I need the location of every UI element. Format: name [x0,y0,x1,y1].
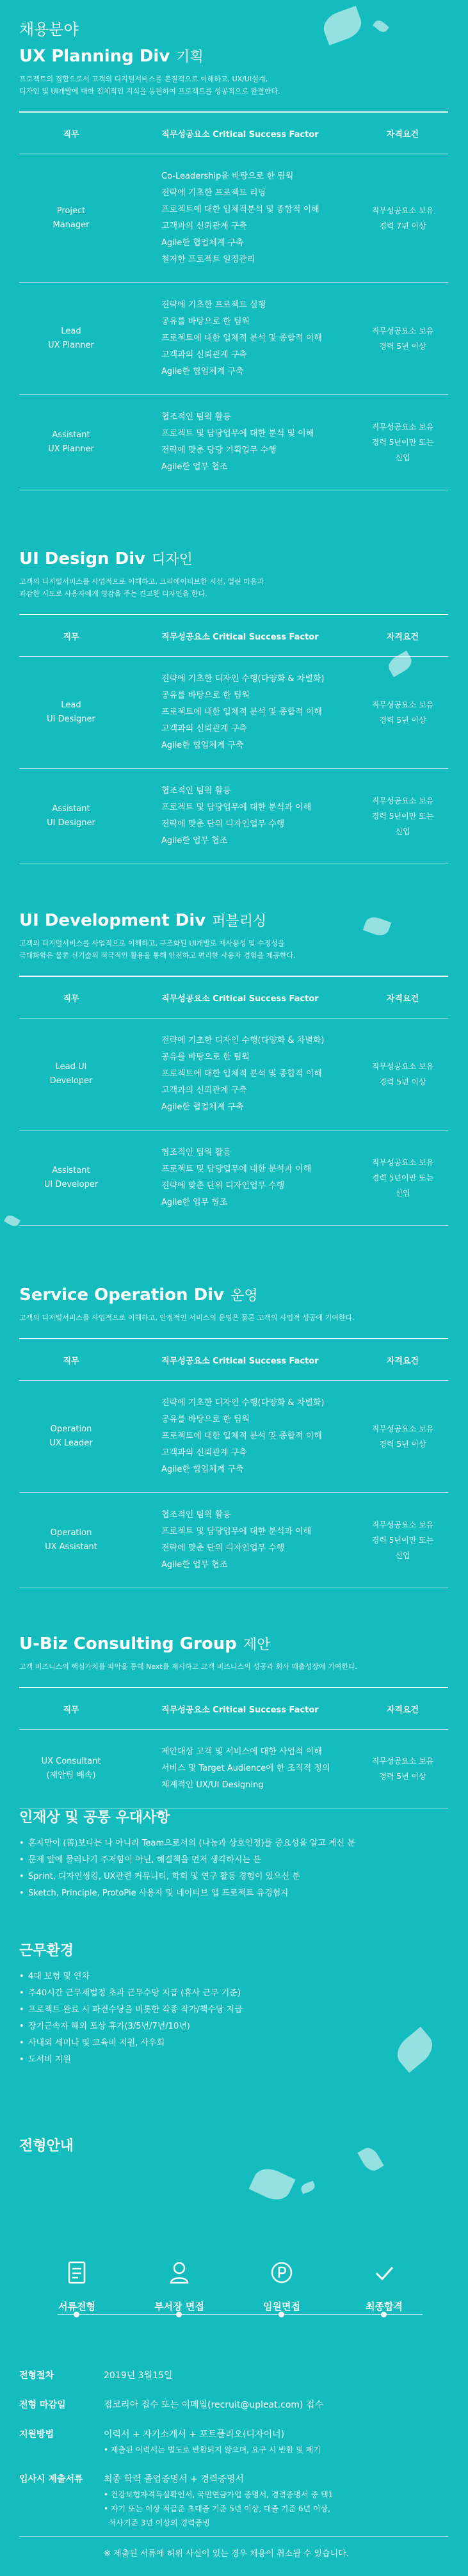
req-cell: 직무성공요소 보유 경력 5년이만 또는 신입 [357,1493,448,1588]
section-desc [19,73,448,97]
page-tag: 채용분야 [19,20,79,38]
req-cell: 직무성공요소 보유 경력 5년이만 또는 신입 [357,1131,448,1226]
role-cell: Assistant UI Designer [19,769,123,864]
csf-cell: 협조적인 팀웍 활동 프로젝트 및 담당업무에 대한 분석 및 이해 전략에 맞춘 당당 기획업무 수행 Agile한 업무 협조 [123,395,357,490]
section-title [19,1632,448,1657]
desc-line: 고객 비즈니스의 핵심가치를 파악을 통해 Next를 제시하고 고객 비즈니스의 성공과 회사 매출성장에 기여한다. [19,1662,357,1671]
job-table [19,614,448,864]
csf-cell: 전략에 기초한 디자인 수행(다양화 & 차별화) 공유를 바탕으로 한 팀웍 프로젝트에 대한 입체적 분석 및 종합적 이해 고객과의 신뢰관계 구축 Agile한 협업체계 구축 [123,1018,357,1131]
list-item: • 도서비 지원 [19,2052,448,2068]
role-cell: Operation UX Leader [19,1381,123,1493]
section-ubiz-consulting [19,1632,448,1808]
talent-section [19,1807,448,1902]
footnote-text: ※ 제출된 서류에 허위 사실이 있는 경우 채용이 취소될 수 있습니다. [104,2549,349,2559]
col-req: 자격요건 [357,1339,448,1381]
job-table [19,1338,448,1588]
req-cell: 직무성공요소 보유 경력 5년이만 또는 신입 [357,769,448,864]
step-document-screening [29,2260,125,2313]
desc-line: 극대화함은 물론 신기술의 적극적인 활용을 통해 안전하고 편리한 사용자 경험을 제공한다. [19,951,296,960]
list-item: • 문제 앞에 물러나기 주저함이 아닌, 해결책을 먼저 생각하시는 분 [19,1852,448,1869]
process-section [19,2135,448,2155]
table-row [19,1381,448,1493]
req-cell: 직무성공요소 보유 경력 5년 이상 [357,1730,448,1808]
environment-list [19,1968,448,2068]
req-cell: 직무성공요소 보유 경력 5년 이상 [357,657,448,769]
section-title-en: UX Planning Div [19,47,170,66]
req-cell: 직무성공요소 보유 경력 7년 이상 [357,154,448,283]
table-row [19,769,448,864]
section-title-en: UI Development Div [19,911,206,930]
col-role: 직무 [19,112,123,154]
req-cell: 직무성공요소 보유 경력 5년 이상 [357,1381,448,1493]
csf-cell: 전략에 기초한 프로젝트 실행 공유를 바탕으로 한 팀웍 프로젝트에 대한 입체적 분석 및 종합적 이해 고객과의 신뢰관계 구축 Agile한 협업체계 구축 [123,283,357,395]
list-item: • 주40시간 근무제법정 초과 근무수당 지급 (휴사 근무 기준) [19,1985,448,2002]
list-item: • Sprint, 디자인씽킹, UX관련 커뮤니티, 학회 및 연구 활동 경험이 있으신 분 [19,1869,448,1885]
document-icon [65,2260,88,2285]
step-executive-interview [234,2260,330,2313]
section-ui-design [19,547,448,864]
step-manager-interview [131,2260,227,2313]
process-steps [19,2260,448,2330]
step-connector [58,2314,423,2315]
job-table [19,1687,448,1808]
col-req: 자격요건 [357,615,448,657]
desc-line: 고객의 디지털서비스를 사업적으로 이해하고, 크리에이티브한 시선, 열린 마음과 [19,577,264,586]
col-role: 직무 [19,1687,123,1730]
role-cell: Lead UX Planner [19,283,123,395]
table-row [19,1131,448,1226]
col-role: 직무 [19,1339,123,1381]
leaf-decoration [300,2181,316,2194]
col-csf: 직무성공요소 Critical Success Factor [123,112,357,154]
desc-line: 디자인 및 UI개발에 대한 전체적인 지식을 동원하여 프로젝트를 성공적으로 완결한다. [19,87,280,95]
info-note: • 건강보험자격득실확인서, 국민연금가입 증명서, 경력증명서 중 택1 [104,2490,334,2499]
col-csf: 직무성공요소 Critical Success Factor [123,976,357,1018]
table-row [19,1730,448,1808]
table-row [19,154,448,283]
section-title-kr: 제안 [243,1637,271,1653]
list-item: • 장기근속자 해외 포상 휴가(3/5년/7년/10년) [19,2018,448,2035]
person-icon [168,2260,191,2285]
p-badge-icon [270,2260,293,2285]
section-title-en: U-Biz Consulting Group [19,1634,237,1654]
section-desc [19,576,448,600]
role-cell: UX Consultant (제안팀 배속) [19,1730,123,1808]
environment-title: 근무환경 [19,1943,74,1959]
desc-line: 고객의 디지털서비스를 사업적으로 이해하고, 구조화된 UI개발로 재사용성 및 수정성을 [19,939,285,947]
table-row [19,395,448,490]
section-title-en: Service Operation Div [19,1285,225,1305]
section-title [19,909,448,933]
section-title [19,547,448,572]
req-cell: 직무성공요소 보유 경력 5년이만 또는 신입 [357,395,448,490]
info-key: 입사시 제출서류 [19,2474,83,2484]
step-label: 최종합격 [366,2301,403,2312]
info-value: 이력서 + 자기소개서 + 포트폴리오(디자이너) [104,2429,285,2440]
csf-cell: 제안대상 고객 및 서비스에 대한 사업적 이해 서비스 및 Target Audience에 한 조직적 정의 체계적인 UX/UI Designing [123,1730,357,1808]
leaf-decoration [249,2163,296,2205]
role-cell: Project Manager [19,154,123,283]
section-title-kr: 퍼블리싱 [212,914,267,930]
section-ui-development [19,909,448,1226]
divider [19,2536,448,2537]
step-final-pass [336,2260,432,2313]
list-item: • 4대 보험 및 연차 [19,1968,448,1985]
desc-line: 과감한 시도로 사용자에게 영감을 주는 견고한 디자인을 한다. [19,590,207,598]
col-req: 자격요건 [357,112,448,154]
section-desc [19,1312,448,1324]
col-csf: 직무성공요소 Critical Success Factor [123,615,357,657]
info-key: 지원방법 [19,2429,54,2440]
section-ux-planning [19,45,448,490]
section-desc [19,1661,448,1673]
col-req: 자격요건 [357,1687,448,1730]
col-role: 직무 [19,615,123,657]
environment-section [19,1940,448,2068]
role-cell: Assistant UI Developer [19,1131,123,1226]
req-cell: 직무성공요소 보유 경력 5년 이상 [357,283,448,395]
leaf-decoration [4,1213,20,1228]
info-value: 2019년 3월15일 [104,2371,173,2381]
list-item: • Sketch, Principle, ProtoPie 사용자 및 네이티브 앱 프로젝트 유경험자 [19,1885,448,1902]
csf-cell: 전략에 기초한 디자인 수행(다양화 & 차별화) 공유를 바탕으로 한 팀웍 프로젝트에 대한 입체적 분석 및 종합적 이해 고객과의 신뢰관계 구축 Agile한 협업체계 구축 [123,1381,357,1493]
table-row [19,657,448,769]
req-cell: 직무성공요소 보유 경력 5년 이상 [357,1018,448,1131]
talent-list [19,1835,448,1902]
info-value: 최종 학력 졸업증명서 + 경력증명서 [104,2474,244,2484]
desc-line: 고객의 디지털서비스를 사업적으로 이해하고, 안정적인 서비스의 운영은 물론 고객의 사업적 성공에 기여한다. [19,1314,355,1322]
col-req: 자격요건 [357,976,448,1018]
step-label: 부서장 면접 [154,2301,204,2312]
role-cell: Lead UI Designer [19,657,123,769]
check-icon [373,2260,396,2285]
table-row [19,1493,448,1588]
csf-cell: 협조적인 팀웍 활동 프로젝트 및 담당업무에 대한 분석과 이해 전략에 맞춘 단위 디자인업무 수행 Agile한 업무 협조 [123,1131,357,1226]
role-cell: Lead UI Developer [19,1018,123,1131]
section-service-operation [19,1284,448,1588]
section-title-kr: 운영 [230,1288,258,1304]
job-table [19,976,448,1226]
header [19,0,448,39]
col-role: 직무 [19,976,123,1018]
desc-line: 프로젝트의 집합으로서 고객의 디지털서비스를 본질적으로 이해하고, UX/UI설계, [19,75,268,83]
col-csf: 직무성공요소 Critical Success Factor [123,1687,357,1730]
csf-cell: 전략에 기초한 디자인 수행(다양화 & 차별화) 공유를 바탕으로 한 팀웍 프로젝트에 대한 입체적 분석 및 종합적 이해 고객과의 신뢰관계 구축 Agile한 협업체계 구축 [123,657,357,769]
section-title-kr: 디자인 [152,552,193,568]
section-title [19,45,448,69]
table-row [19,283,448,395]
section-title-en: UI Design Div [19,549,146,568]
info-note: 석사기준 3년 이상의 경력증빙 [104,2518,210,2527]
info-note: • 자기 또는 이상 적급준 초대졸 기준 5년 이상, 대졸 기준 6년 이상, [104,2504,330,2513]
table-row [19,1018,448,1131]
csf-cell: 협조적인 팀웍 활동 프로젝트 및 담당업무에 대한 분석과 이해 전략에 맞춘 단위 디자인업무 수행 Agile한 업무 협조 [123,769,357,864]
col-csf: 직무성공요소 Critical Success Factor [123,1339,357,1381]
info-key: 전형절차 [19,2371,54,2381]
info-key: 전형 마감일 [19,2400,66,2410]
job-table [19,111,448,490]
list-item: • 프로젝트 완료 시 파견수당을 비롯한 각종 작가/책수당 지급 [19,2002,448,2018]
info-value: 접코리아 접수 또는 이메일(recruit@upleat.com) 접수 [104,2400,323,2410]
csf-cell: Co-Leadership을 바탕으로 한 팀웍 전략에 기초한 프로젝트 리딩 프로젝트에 대한 입체적분석 및 종합적 이해 고객과의 신뢰관계 구축 Agile한 협업체계 구축 철저한 프로젝트 일정관리 [123,154,357,283]
list-item: • 혼자만이 (善)보다는 나 아니라 Team으로서의 (나눔과 상호인정)를 중요성을 알고 계신 분 [19,1835,448,1852]
talent-title: 인재상 및 공통 우대사항 [19,1810,170,1826]
csf-cell: 협조적인 팀웍 활동 프로젝트 및 담당업무에 대한 분석과 이해 전략에 맞춘 단위 디자인업무 수행 Agile한 업무 협조 [123,1493,357,1588]
info-note: • 제출된 이력서는 별도로 반환되지 않으며, 요구 시 반환 및 폐기 [104,2445,321,2454]
step-label: 임원면접 [263,2301,300,2312]
role-cell: Operation UX Assistant [19,1493,123,1588]
section-desc [19,937,448,962]
step-label: 서류전형 [58,2301,95,2312]
list-item: • 사내외 세미나 및 교육비 지원, 사우회 [19,2035,448,2052]
section-title-kr: 기획 [176,49,204,65]
process-title: 전형안내 [19,2138,74,2154]
role-cell: Assistant UX Planner [19,395,123,490]
section-title [19,1284,448,1308]
